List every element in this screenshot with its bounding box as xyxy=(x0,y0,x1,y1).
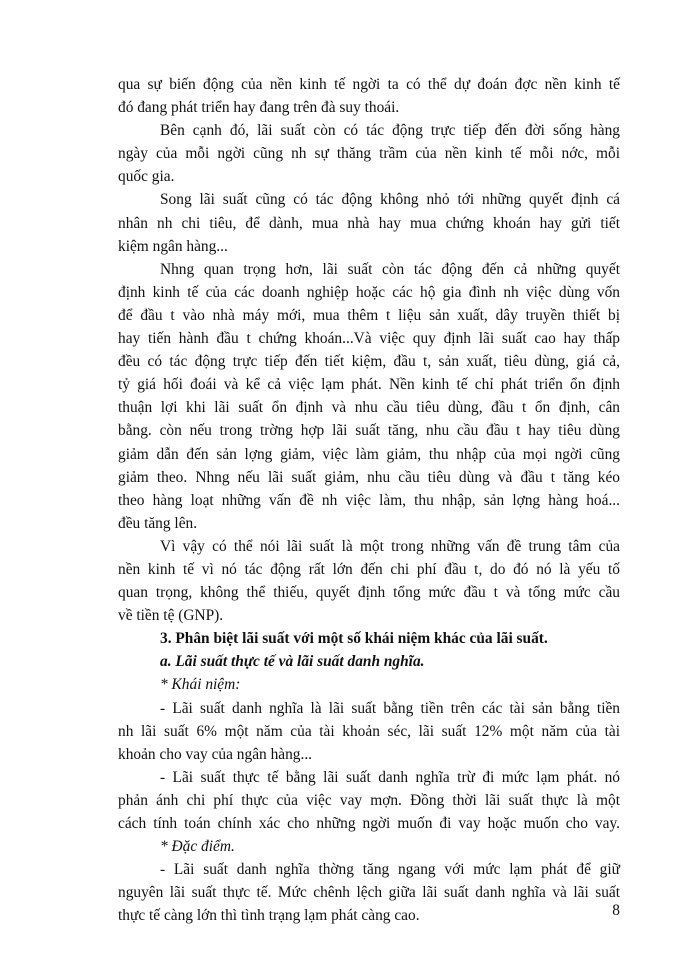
text-line: hay tiến hành đầu t chứng khoán...Và việc quy định lãi suất cao hay thấp xyxy=(118,330,620,348)
paragraph-first-line: Nhng quan trọng hơn, lãi suất còn tác động đến cả những quyết xyxy=(160,260,620,278)
paragraph-first-line: - Lãi suất thực tế bằng lãi suất danh nghĩa trừ đi mức lạm phát. nó xyxy=(160,768,620,786)
text-line: cách tính toán chính xác cho những ngời muốn đi vay hoặc muốn cho vay. xyxy=(118,815,620,832)
paragraph-first-line: Vì vậy có thể nói lãi suất là một trong những vấn đề trung tâm của xyxy=(160,537,620,555)
text-line: nh lãi suất 6% một năm của tài khoản séc, lãi suất 12% một năm của tài xyxy=(118,722,620,740)
paragraph-first-line: Song lãi suất cũng có tác động không nhỏ tới những quyết định cá xyxy=(160,191,620,209)
text-line: giảm dẫn đến sản lợng giảm, việc làm giảm, thu nhập của mọi ngời cũng xyxy=(118,445,620,463)
text-line: qua sự biến động của nền kinh tế ngời ta có thể dự đoán đợc nền kinh tế xyxy=(118,76,620,93)
text-line: đều tăng lên. xyxy=(118,514,198,532)
text-line: thuận lợi khi lãi suất ổn định và nhu cầu tiêu dùng, đầu t ổn định, cân xyxy=(118,399,620,417)
text-line: khoản cho vay của ngân hàng... xyxy=(118,745,313,763)
paragraph-first-line: - Lãi suất danh nghĩa là lãi suất bằng tiền trên các tài sản bằng tiền xyxy=(160,699,620,717)
text-line: phản ánh chi phí thực của việc vay mợn. Đồng thời lãi suất thực là một xyxy=(118,791,620,809)
text-line: định kinh tế của các doanh nghiệp hoặc các hộ gia đình nh việc dùng vốn xyxy=(118,283,620,301)
label-characteristics: * Đặc điểm. xyxy=(160,838,235,856)
page-body xyxy=(118,73,620,927)
text-line: nhân nh chi tiêu, để dành, mua nhà hay mua chứng khoán hay gửi tiết xyxy=(118,214,620,232)
subsection-heading: a. Lãi suất thực tế và lãi suất danh nghĩa. xyxy=(160,653,425,671)
text-line: nền kinh tế vì nó tác động rất lớn đến chi phí đầu t, do đó nó là yếu tố xyxy=(118,560,620,578)
text-line: kiệm ngân hàng... xyxy=(118,237,228,255)
text-line: tỷ giá hối đoái và kể cả việc lạm phát. Nền kinh tế chỉ phát triển ổn định xyxy=(118,376,620,394)
text-line: nguyên lãi suất thực tế. Mức chênh lệch giữa lãi suất danh nghĩa và lãi suất xyxy=(118,884,620,902)
text-line: theo hàng loạt những vấn đề nh việc làm, thu nhập, sản lợng hàng hoá... xyxy=(118,491,620,509)
text-line: đều có tác động trực tiếp đến tiết kiệm, đầu t, sản xuất, tiêu dùng, giá cả, xyxy=(118,353,620,371)
page-number: 8 xyxy=(612,902,620,919)
text-line: quốc gia. xyxy=(118,168,175,186)
text-line: ngày của mỗi ngời cũng nh sự thăng trầm của nền kinh tế mỗi nớc, mỗi xyxy=(118,145,620,163)
text-line: quan trọng, không thể thiếu, quyết định tổng mức đầu t và tổng mức cầu xyxy=(118,584,620,602)
paragraph-first-line: Bên cạnh đó, lãi suất còn có tác động trực tiếp đến đời sống hàng xyxy=(160,122,620,140)
text-line: bằng. còn nếu trong trờng hợp lãi suất tăng, nhu cầu đầu t hay tiêu dùng xyxy=(118,422,620,440)
text-line: giảm theo. Nhng nếu lãi suất giảm, nhu cầu tiêu dùng và đầu t tăng kéo xyxy=(118,468,620,486)
text-line: đó đang phát triển hay đang trên đà suy thoái. xyxy=(118,99,400,117)
section-heading: 3. Phân biệt lãi suất với một số khái niệm khác của lãi suất. xyxy=(160,630,548,648)
label-definition: * Khái niệm: xyxy=(160,676,241,694)
text-line: về tiền tệ (GNP). xyxy=(118,607,224,625)
paragraph-first-line: - Lãi suất danh nghĩa thờng tăng ngang với mức lạm phát để giữ xyxy=(160,861,620,879)
text-line: thực tế càng lớn thì tình trạng lạm phát càng cao. xyxy=(118,907,420,925)
text-line: để đầu t vào nhà máy mới, mua thêm t liệu sản xuất, dây truyền thiết bị xyxy=(118,306,620,324)
